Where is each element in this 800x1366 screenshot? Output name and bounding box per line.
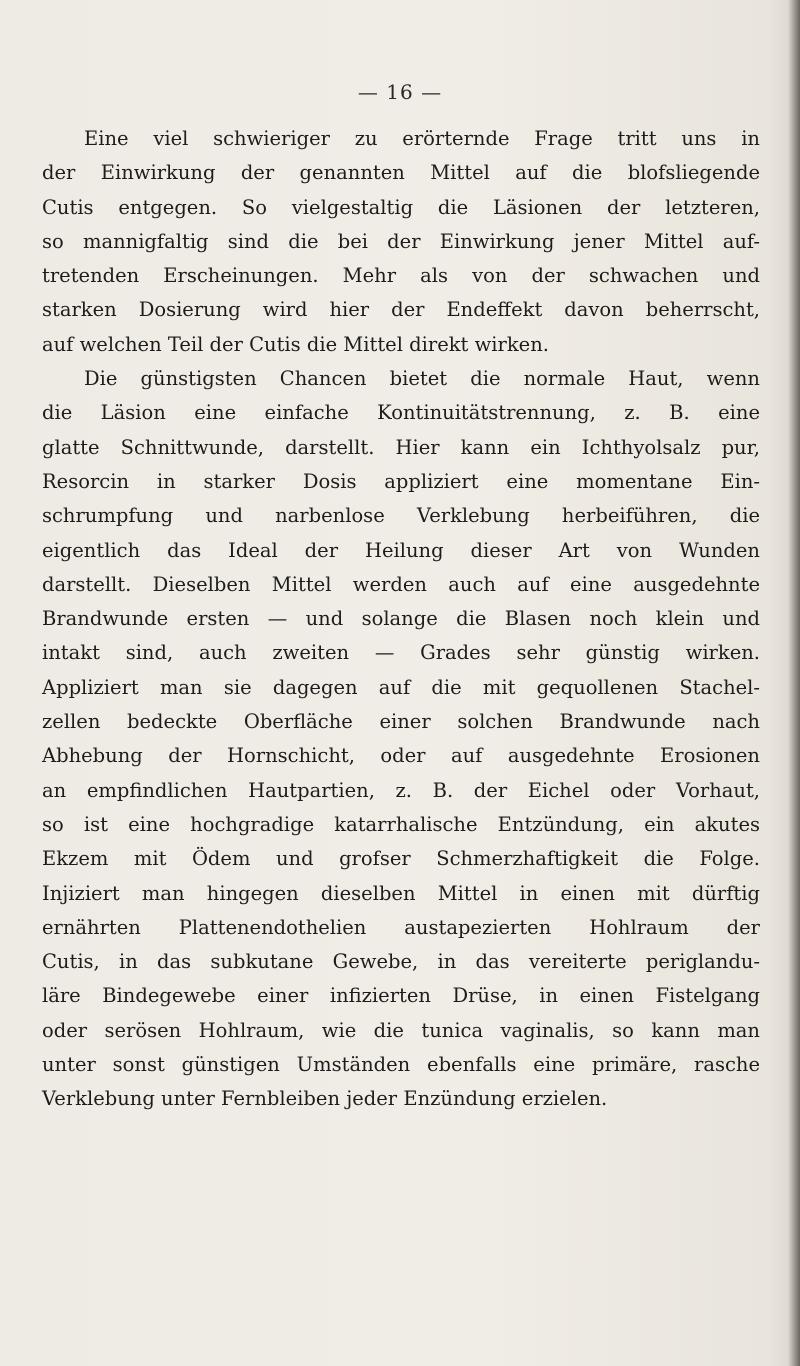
text-line: an empfindlichen Hautpartien, z. B. der Eichel oder Vorhaut, [42, 778, 760, 802]
text-line: Resorcin in starker Dosis appliziert eine momentane Ein- [42, 469, 760, 493]
body-text [42, 122, 760, 1117]
page-number: — 16 — [357, 80, 443, 104]
text-line: Appliziert man sie dagegen auf die mit gequollenen Stachel- [42, 675, 760, 699]
text-line: Brandwunde ersten — und solange die Blasen noch klein und [42, 607, 760, 631]
text-line: Die günstigsten Chancen bietet die normale Haut, wenn [84, 367, 760, 391]
text-line: zellen bedeckte Oberfläche einer solchen Brandwunde nach [42, 710, 760, 734]
text-line: die Läsion eine einfache Kontinuitätstrennung, z. B. eine [42, 401, 760, 425]
text-line: intakt sind, auch zweiten — Grades sehr günstig wirken. [42, 641, 760, 665]
text-line: Cutis, in das subkutane Gewebe, in das vereiterte periglandu- [42, 950, 760, 974]
text-line: eigentlich das Ideal der Heilung dieser Art von Wunden [42, 538, 760, 562]
text-line: tretenden Erscheinungen. Mehr als von der schwachen und [42, 264, 760, 288]
text-line: Eine viel schwieriger zu erörternde Frage tritt uns in [84, 127, 760, 150]
text-line: unter sonst günstigen Umständen ebenfalls eine primäre, rasche [42, 1053, 760, 1077]
text-line: starken Dosierung wird hier der Endeffekt davon beherrscht, [42, 298, 760, 322]
text-line: Abhebung der Hornschicht, oder auf ausgedehnte Erosionen [42, 744, 760, 768]
text-line: Injiziert man hingegen dieselben Mittel in einen mit dürftig [42, 881, 760, 905]
paragraph-1 [42, 122, 760, 362]
page-spine-shadow [788, 0, 800, 1366]
text-line: läre Bindegewebe einer infizierten Drüse, in einen Fistelgang [42, 984, 760, 1008]
text-line: Cutis entgegen. So vielgestaltig die Läsionen der letzteren, [42, 195, 760, 219]
text-line: auf welchen Teil der Cutis die Mittel direkt wirken. [42, 332, 549, 356]
text-line: so ist eine hochgradige katarrhalische Entzündung, ein akutes [42, 812, 760, 836]
paragraph-2 [42, 362, 760, 1117]
text-line: Verklebung unter Fernbleiben jeder Enzündung erzielen. [42, 1087, 608, 1111]
text-line: Ekzem mit Ödem und grofser Schmerzhaftigkeit die Folge. [42, 847, 760, 871]
text-line: darstellt. Dieselben Mittel werden auch auf eine ausgedehnte [42, 572, 760, 596]
text-line: schrumpfung und narbenlose Verklebung herbeiführen, die [42, 504, 760, 528]
text-line: so mannigfaltig sind die bei der Einwirkung jener Mittel auf- [42, 229, 760, 253]
text-line: oder serösen Hohlraum, wie die tunica vaginalis, so kann man [42, 1018, 760, 1042]
text-line: glatte Schnittwunde, darstellt. Hier kann ein Ichthyolsalz pur, [42, 435, 760, 459]
text-line: der Einwirkung der genannten Mittel auf die blofsliegende [42, 161, 760, 185]
text-line: ernährten Plattenendothelien austapezierten Hohlraum der [42, 915, 760, 939]
